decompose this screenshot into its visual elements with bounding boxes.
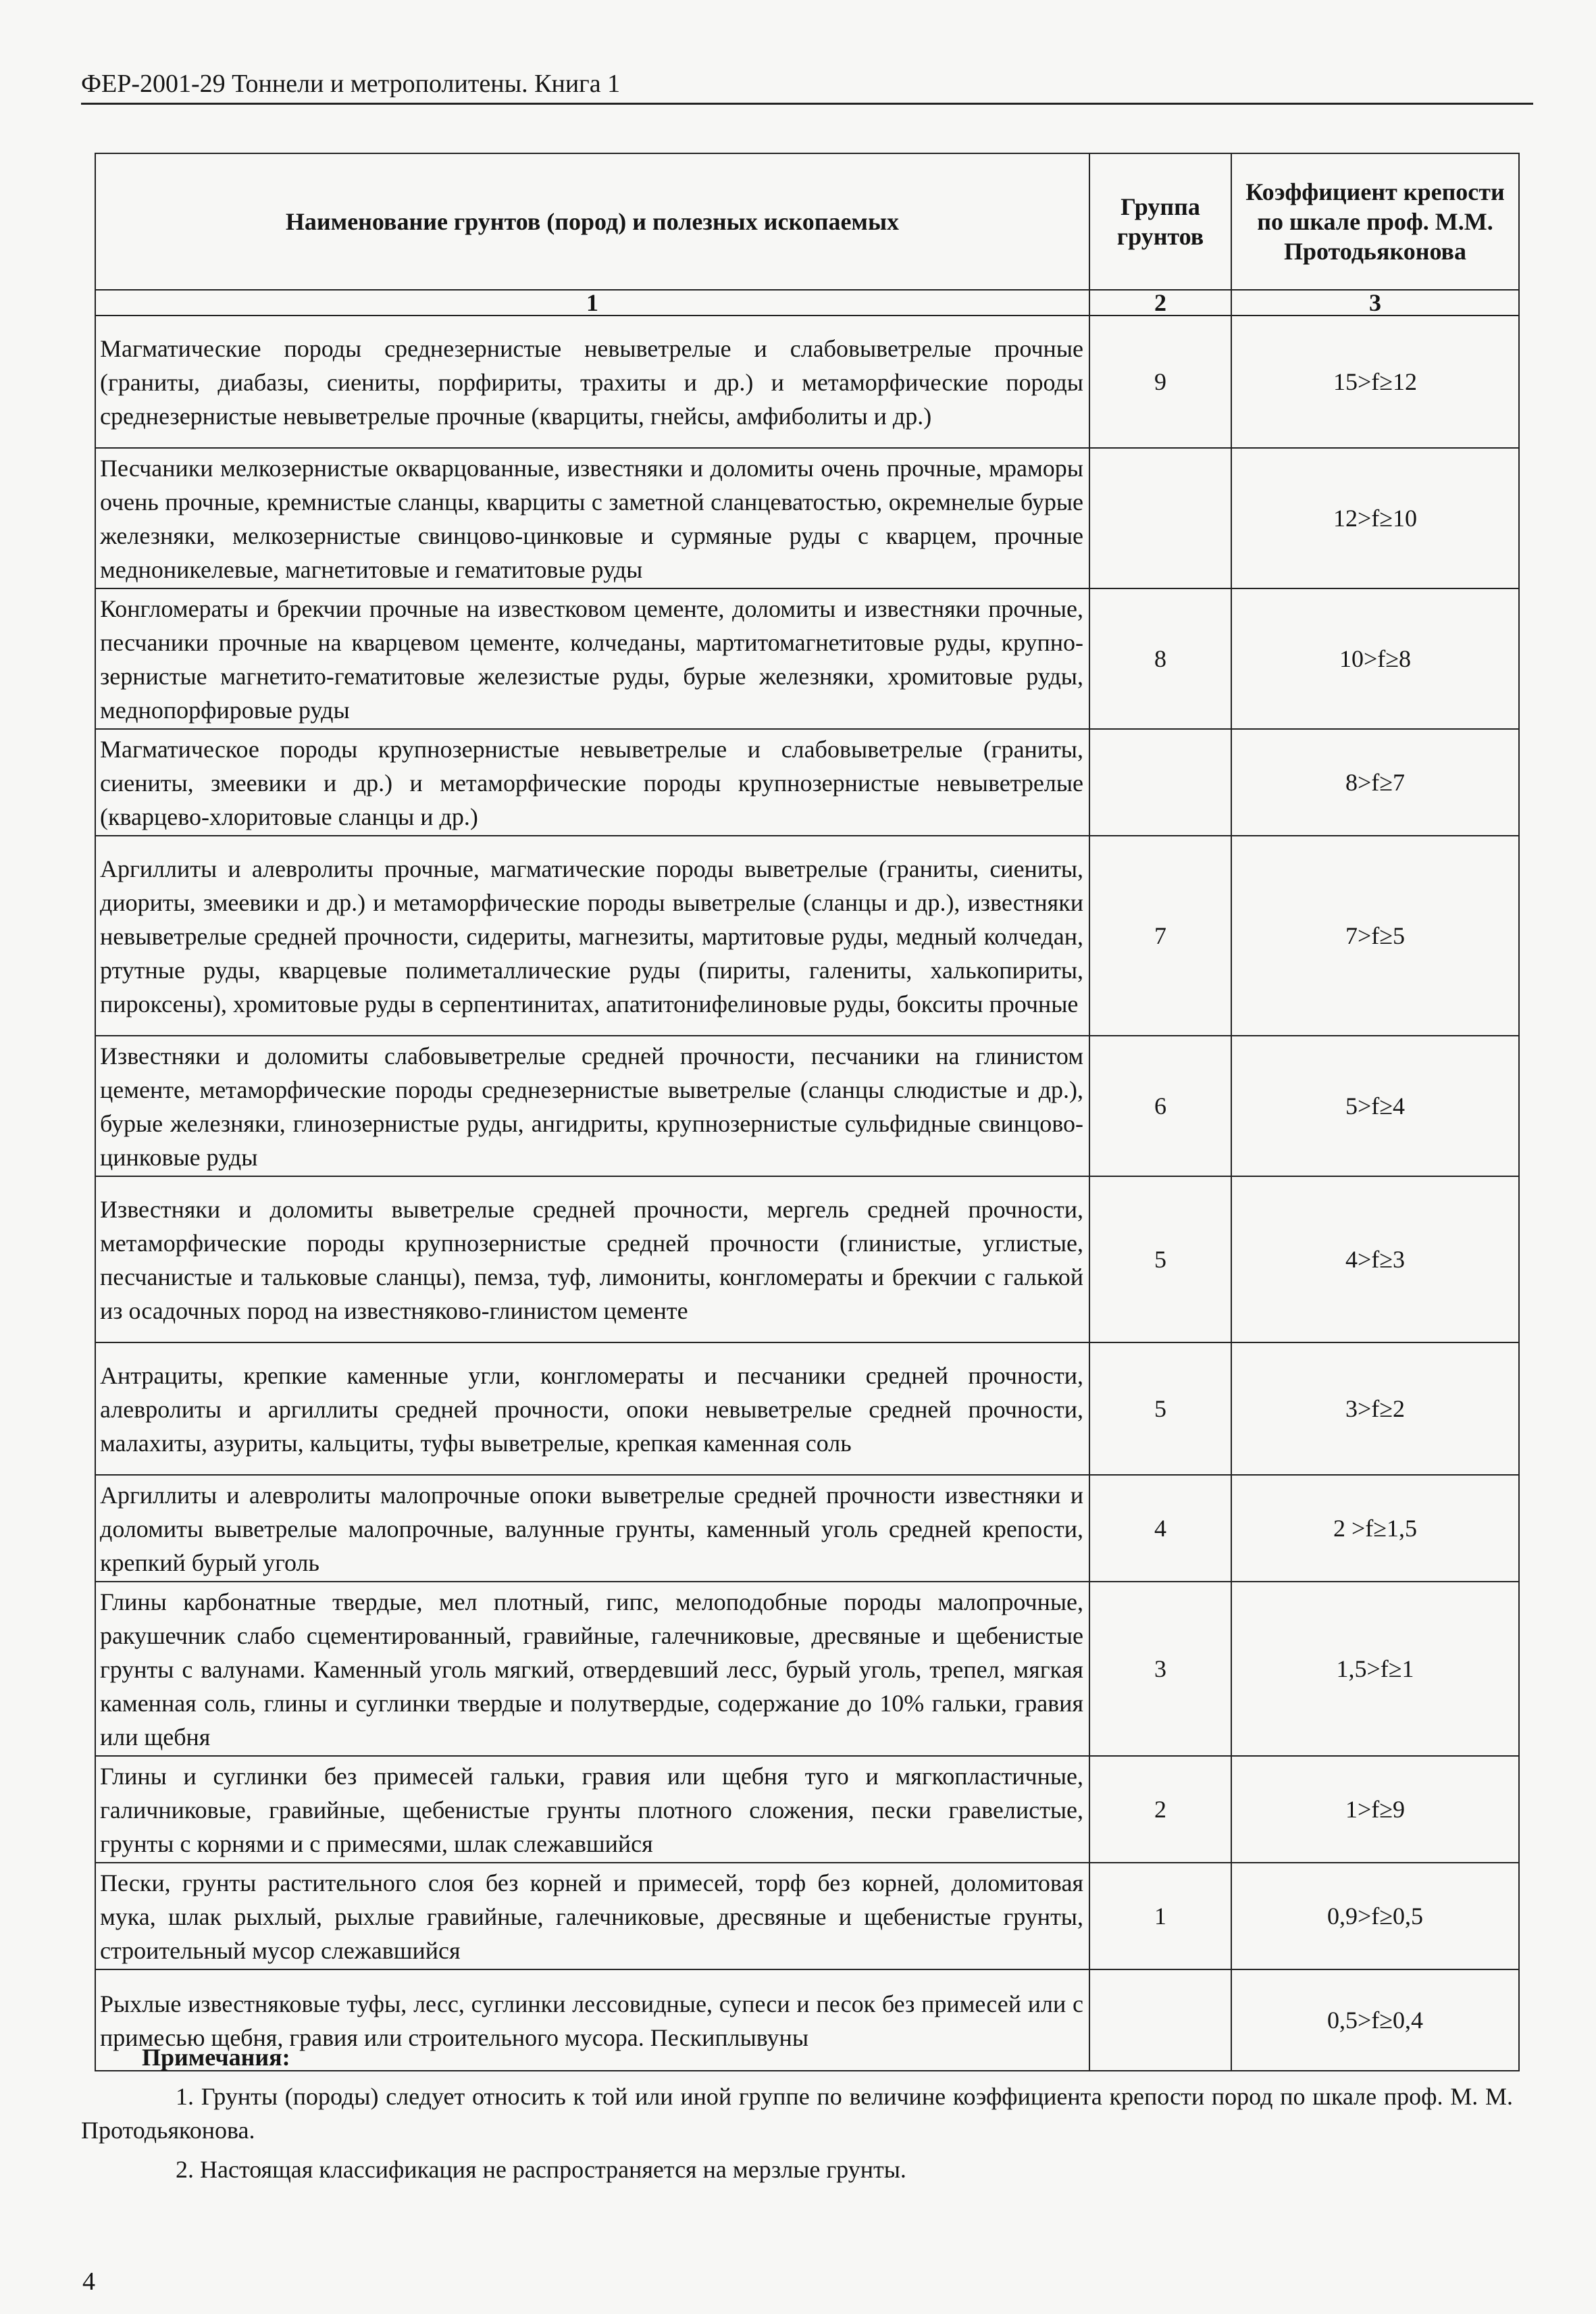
coefficient-cell: 7>f≥5 [1231, 836, 1519, 1036]
soil-group-cell: 3 [1089, 1582, 1231, 1756]
coefficient-cell: 8>f≥7 [1231, 729, 1519, 836]
notes-title: Примечания: [142, 2044, 290, 2071]
table-row [95, 316, 1519, 448]
soil-name-cell: Магматические породы среднезернистые невыветрелые и слабовыветрелые прочные (граниты, диабазы, сиениты, порфириты, трахиты и др.) и метаморфические породы среднезернистые невыветрелые прочные (кварциты, гнейсы, амфиболиты и др.) [95, 316, 1089, 448]
table-row [95, 1176, 1519, 1342]
table-row [95, 1036, 1519, 1176]
table-row [95, 1582, 1519, 1756]
coefficient-cell: 15>f≥12 [1231, 316, 1519, 448]
soil-group-cell [1089, 448, 1231, 588]
document-title: ФЕР-2001-29 Тоннели и метрополитены. Книга 1 [81, 70, 621, 98]
column-header-coefficient: Коэффициент крепости по шкале проф. М.М. Протодьяконова [1231, 153, 1519, 290]
table-row [95, 729, 1519, 836]
coefficient-cell: 2 >f≥1,5 [1231, 1475, 1519, 1582]
soil-classification-table [95, 153, 1520, 2071]
coefficient-cell: 1,5>f≥1 [1231, 1582, 1519, 1756]
note-item: 1. Грунты (породы) следует относить к той или иной группе по величине коэффициента крепости пород по шкале проф. М. М. Протодьяконова. [81, 2083, 1513, 2144]
soil-name-cell: Известняки и доломиты слабовыветрелые средней прочности, песчаники на глинистом цементе, метаморфические породы среднезернистые выветрелые (сланцы слюдистые и др.), бурые железняки, глинозернистые руды, ангидриты, крупнозернистые сульфидные свинцово-цинковые руды [95, 1036, 1089, 1176]
soil-name-cell: Известняки и доломиты выветрелые средней прочности, мергель средней прочности, метаморфические породы крупнозернистые средней прочности (глинистые, углистые, песчанистые и тальковые сланцы), пемза, туф, лимониты, конгломераты и брекчии с галькой из осадочных пород на известняково-глинистом цементе [95, 1176, 1089, 1342]
soil-name-cell: Магматическое породы крупнозернистые невыветрелые и слабовыветрелые (граниты, сиениты, змеевики и др.) и метаморфические породы крупнозернистые невыветрелые (кварцево-хлоритовые сланцы и др.) [95, 729, 1089, 836]
coefficient-cell: 5>f≥4 [1231, 1036, 1519, 1176]
coefficient-cell: 12>f≥10 [1231, 448, 1519, 588]
soil-group-cell: 7 [1089, 836, 1231, 1036]
coefficient-cell: 3>f≥2 [1231, 1342, 1519, 1475]
column-number: 1 [95, 290, 1089, 316]
coefficient-cell: 1>f≥9 [1231, 1756, 1519, 1863]
column-number: 3 [1231, 290, 1519, 316]
soil-group-cell: 8 [1089, 588, 1231, 729]
soil-name-cell: Песчаники мелкозернистые окварцованные, известняки и доломиты очень прочные, мраморы очень прочные, кремнистые сланцы, кварциты с заметной сланцеватостью, окремнелые бурые железняки, мелкозернистые свинцово-цинковые и сурмяные руды с кварцем, прочные медноникелевые, магнетитовые и гематитовые руды [95, 448, 1089, 588]
column-number-row [95, 290, 1519, 316]
table-row [95, 1342, 1519, 1475]
table-row [95, 1863, 1519, 1969]
page-number: 4 [82, 2267, 95, 2296]
soil-group-cell: 2 [1089, 1756, 1231, 1863]
column-header-name: Наименование грунтов (пород) и полезных ископаемых [95, 153, 1089, 290]
table-row [95, 448, 1519, 588]
notes-section [81, 2040, 1513, 2186]
table-row [95, 1756, 1519, 1863]
coefficient-cell: 0,9>f≥0,5 [1231, 1863, 1519, 1969]
page-header [81, 68, 1533, 105]
soil-group-cell: 6 [1089, 1036, 1231, 1176]
soil-group-cell: 4 [1089, 1475, 1231, 1582]
soil-name-cell: Конгломераты и брекчии прочные на известковом цементе, доломиты и известняки прочные, песчаники прочные на кварцевом цементе, колчеданы, мартитомагнетитовые руды, крупно-зернистые магнетито-гематитовые железистые руды, бурые железняки, хромитовые руды, меднопорфировые руды [95, 588, 1089, 729]
soil-group-cell: 5 [1089, 1176, 1231, 1342]
coefficient-cell: 0,5>f≥0,4 [1231, 1969, 1519, 2071]
column-header-group: Группа грунтов [1089, 153, 1231, 290]
note-item: 2. Настоящая классификация не распространяется на мерзлые грунты. [176, 2156, 906, 2183]
soil-name-cell: Аргиллиты и алевролиты малопрочные опоки выветрелые средней прочности известняки и доломиты выветрелые малопрочные, валунные грунты, каменный уголь средней крепости, крепкий бурый уголь [95, 1475, 1089, 1582]
soil-name-cell: Антрациты, крепкие каменные угли, конгломераты и песчаники средней прочности, алевролиты и аргиллиты средней прочности, опоки невыветрелые средней прочности, малахиты, азуриты, кальциты, туфы выветрелые, крепкая каменная соль [95, 1342, 1089, 1475]
soil-group-cell: 1 [1089, 1863, 1231, 1969]
column-number: 2 [1089, 290, 1231, 316]
soil-name-cell: Глины карбонатные твердые, мел плотный, гипс, мелоподобные породы малопрочные, ракушечник слабо сцементированный, гравийные, галечниковые, дресвяные и щебенистые грунты с валунами. Каменный уголь мягкий, отвердевший лесс, бурый уголь, трепел, мягкая каменная соль, глины и суглинки твердые и полутвердые, содержание до 10% гальки, гравия или щебня [95, 1582, 1089, 1756]
soil-name-cell: Глины и суглинки без примесей гальки, гравия или щебня туго и мягкопластичные, галичниковые, гравийные, щебенистые грунты плотного сложения, пески гравелистые, грунты с корнями и с примесями, шлак слежавшийся [95, 1756, 1089, 1863]
soil-classification-table-wrapper [95, 153, 1518, 2071]
table-row [95, 836, 1519, 1036]
table-row [95, 1475, 1519, 1582]
table-header-row [95, 153, 1519, 290]
soil-group-cell [1089, 729, 1231, 836]
soil-group-cell: 5 [1089, 1342, 1231, 1475]
soil-group-cell: 9 [1089, 316, 1231, 448]
soil-name-cell: Пески, грунты растительного слоя без корней и примесей, торф без корней, доломитовая мука, шлак рыхлый, рыхлые гравийные, галечниковые, дресвяные и щебенистые грунты, строительный мусор слежавшийся [95, 1863, 1089, 1969]
soil-name-cell: Аргиллиты и алевролиты прочные, магматические породы выветрелые (граниты, сиениты, диориты, змеевики и др.) и метаморфические породы выветрелые (сланцы и др.), известняки невыветрелые средней прочности, сидериты, магнезиты, мартитовые руды, медный колчедан, ртутные руды, кварцевые полиметаллические руды (пириты, галениты, халькопириты, пироксены), хромитовые руды в серпентинитах, апатитонифелиновые руды, бокситы прочные [95, 836, 1089, 1036]
coefficient-cell: 10>f≥8 [1231, 588, 1519, 729]
soil-name-cell: Рыхлые известняковые туфы, лесс, суглинки лессовидные, супеси и песок без примесей или с примесью щебня, гравия или строительного мусора. Пескиплывуны [95, 1969, 1089, 2071]
table-row [95, 588, 1519, 729]
coefficient-cell: 4>f≥3 [1231, 1176, 1519, 1342]
